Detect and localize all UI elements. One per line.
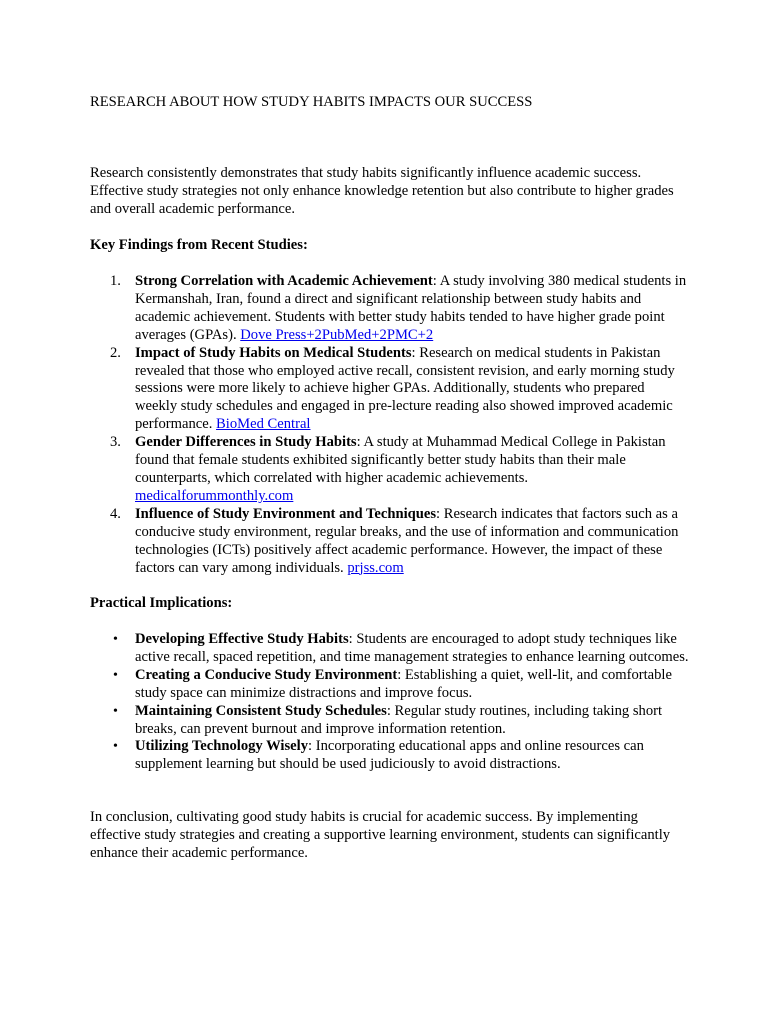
finding-term: Influence of Study Environment and Techniques (135, 505, 437, 522)
bullet-marker: • (113, 632, 118, 647)
implication-item (90, 738, 690, 774)
source-link[interactable]: Dove Press+2PubMed+2PMC+2 (240, 326, 434, 343)
list-number: 2. (110, 344, 121, 361)
bullet-marker: • (113, 703, 118, 719)
finding-item (90, 434, 690, 506)
finding-term: Gender Differences in Study Habits (135, 434, 357, 451)
implication-term: Creating a Conducive Study Environment (135, 666, 398, 683)
implication-term: Developing Effective Study Habits (135, 631, 349, 647)
implication-item (90, 667, 690, 703)
finding-text: : A study at Muhammad Medical College in Pakistan found that female students exhibited significantly better study habits than their male counterparts, which correlated with higher academic achievements. (135, 434, 666, 486)
implication-text: : Regular study routines, including taking short breaks, can prevent burnout and improve information retention. (135, 702, 663, 737)
finding-item (90, 345, 690, 435)
bullet-marker: • (113, 739, 118, 755)
document-title: RESEARCH ABOUT HOW STUDY HABITS IMPACTS OUR SUCCESS (90, 94, 533, 110)
finding-item (90, 273, 690, 345)
implication-term: Utilizing Technology Wisely (135, 738, 308, 755)
finding-text: : Research on medical students in Pakistan revealed that those who employed active recall, consistent revision, and early morning study sessions were more likely to achieve higher GPAs. Additionally, students who prepared weekly study schedules and engaged in pre-lecture reading also showed improved academic performance. (135, 344, 675, 433)
implication-term: Maintaining Consistent Study Schedules (135, 702, 387, 719)
implication-item (90, 631, 690, 667)
finding-item (90, 506, 690, 578)
key-findings-list (90, 273, 690, 577)
conclusion-paragraph: In conclusion, cultivating good study habits is crucial for academic success. By implementing effective study strategies and creating a supportive learning environment, students can significantly enhance their academic performance. (90, 809, 671, 861)
practical-implications-heading: Practical Implications: (90, 595, 233, 611)
finding-text: : Research indicates that factors such as a conducive study environment, regular breaks, and the use of information and communication technologies (ICTs) positively affect academic performance. However, the impact of these factors can vary among individuals. (135, 505, 679, 576)
list-number: 4. (110, 505, 121, 522)
finding-term: Impact of Study Habits on Medical Students (135, 344, 412, 361)
list-number: 1. (110, 273, 121, 289)
bullet-marker: • (113, 667, 118, 683)
finding-term: Strong Correlation with Academic Achievement (135, 273, 433, 289)
source-link[interactable]: BioMed Central (216, 416, 311, 433)
list-number: 3. (110, 434, 121, 451)
implication-item (90, 703, 690, 739)
intro-paragraph: Research consistently demonstrates that study habits significantly influence academic success. Effective study strategies not only enhance knowledge retention but also contribute to higher grades and overall academic performance. (90, 165, 674, 217)
implication-text: : Students are encouraged to adopt study techniques like active recall, spaced repetition, and time management strategies to enhance learning outcomes. (135, 631, 689, 665)
implication-text: : Incorporating educational apps and online resources can supplement learning but should be used judiciously to avoid distractions. (135, 738, 644, 773)
implications-list (90, 631, 690, 774)
finding-text: : A study involving 380 medical students in Kermanshah, Iran, found a direct and significant relationship between study habits and academic achievement. Students with better study habits tended to have higher grade point averages (GPAs). (135, 273, 687, 343)
key-findings-heading: Key Findings from Recent Studies: (90, 237, 308, 253)
implication-text: : Establishing a quiet, well-lit, and comfortable study space can minimize distractions and improve focus. (135, 666, 672, 701)
source-link[interactable]: medicalforummonthly.com (135, 487, 294, 504)
source-link[interactable]: prjss.com (347, 559, 404, 576)
